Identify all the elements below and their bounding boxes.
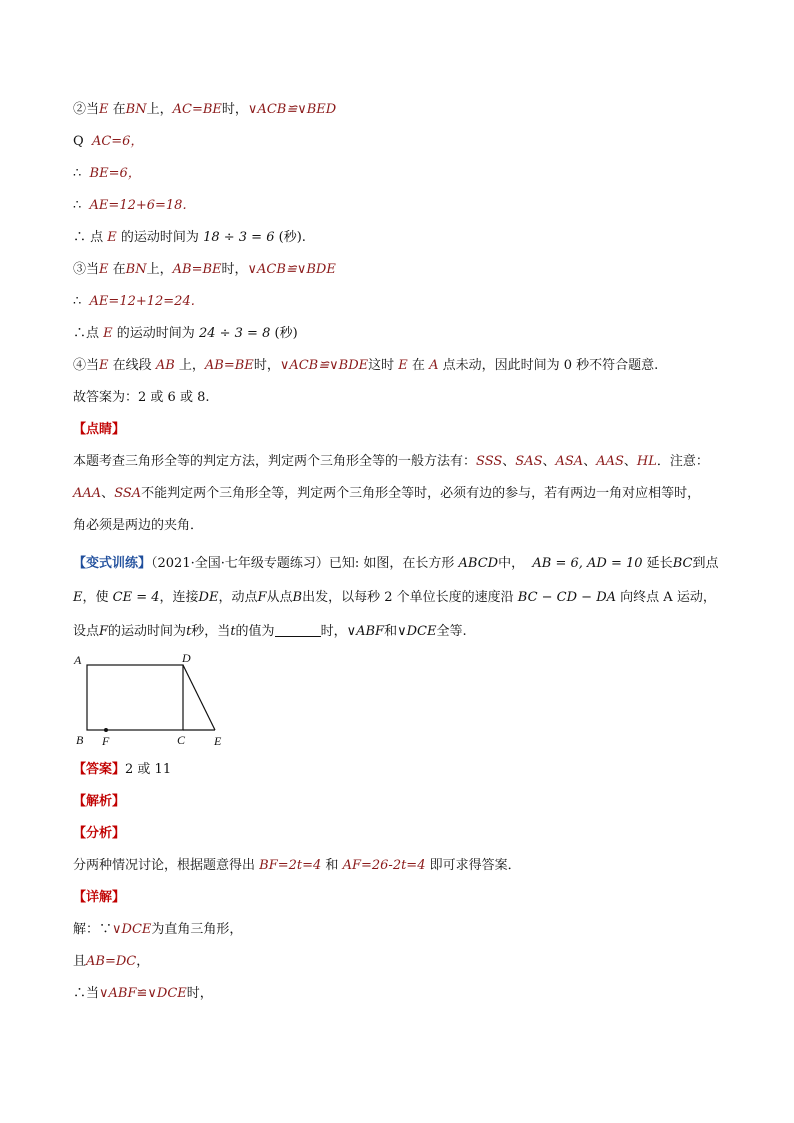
section-dianjing: 【点睛】 [73,422,126,437]
ae-equals-18: ∴ AE=12+6=18. [73,198,187,213]
solution-case-4: ④当E 在线段 AB 上，AB=BE时，∨ACB≌∨BDE这时 E 在 A 点未动，因此时间为 0 秒不符合题意. [73,358,659,373]
time-6-seconds: ∴ 点 E 的运动时间为 18 ÷ 3 = 6 (秒). [73,230,306,245]
variant-question-1: 【变式训练】（2021·全国·七年级专题练习）已知: 如图，在长方形 ABCD中， AB = 6, AD = 10 延长BC到点 [73,556,719,571]
analysis-text: 分两种情况讨论，根据题意得出 BF=2t=4 和 AF=26-2t=4 即可求得答案． [73,858,521,873]
section-jiexi: 【解析】 [73,794,126,809]
answer-blank [275,622,321,637]
detail-line-3: ∴当∨ABF≌∨DCE时， [73,986,213,1001]
label-e: E [214,734,222,748]
rectangle-figure [70,650,240,750]
rectangle-abcd [87,665,183,730]
dianjing-text-3: 角必须是两边的夹角． [73,518,204,533]
label-f: F [102,734,110,748]
be-equals-6: ∴ BE=6， [73,166,141,181]
dianjing-text-2: AAA、SSA不能判定两个三角形全等，判定两个三角形全等时，必须有边的参与，若有两边一角对应相等时， [73,486,701,501]
label-c: C [177,733,186,747]
detail-line-1: 解：∵∨DCE为直角三角形， [73,922,243,937]
variant-question-3: 设点F的运动时间为t秒，当t的值为 时，∨ABF和∨DCE全等. [73,624,467,639]
solution-case-2: ②当E 在BN上，AC=BE时，∨ACB≌∨BED [73,102,337,117]
section-xiangjie: 【详解】 [73,890,126,905]
section-fenxi: 【分析】 [73,826,126,841]
answer-line: 【答案】2 或 11 [73,762,172,777]
point-f [104,728,108,732]
answer-summary: 故答案为：2 或 6 或 8. [73,390,210,405]
segment-de [183,665,215,730]
time-8-seconds: ∴点 E 的运动时间为 24 ÷ 3 = 8 (秒) [73,326,298,341]
dianjing-text-1: 本题考查三角形全等的判定方法，判定两个三角形全等的一般方法有：SSS、SAS、ASA、AAS、HL．注意： [73,454,709,469]
solution-case-3: ③当E 在BN上，AB=BE时，∨ACB≌∨BDE [73,262,336,277]
label-b: B [76,733,84,747]
since-ac-6: Q AC=6， [73,134,144,149]
ae-equals-24: ∴ AE=12+12=24. [73,294,195,309]
variant-question-2: E，使 CE = 4，连接DE，动点F从点B出发，以每秒 2 个单位长度的速度沿 BC − CD − DA 向终点 A 运动， [73,590,716,605]
label-d: D [182,651,191,665]
detail-line-2: 且AB=DC， [73,954,150,969]
label-a: A [74,653,82,667]
